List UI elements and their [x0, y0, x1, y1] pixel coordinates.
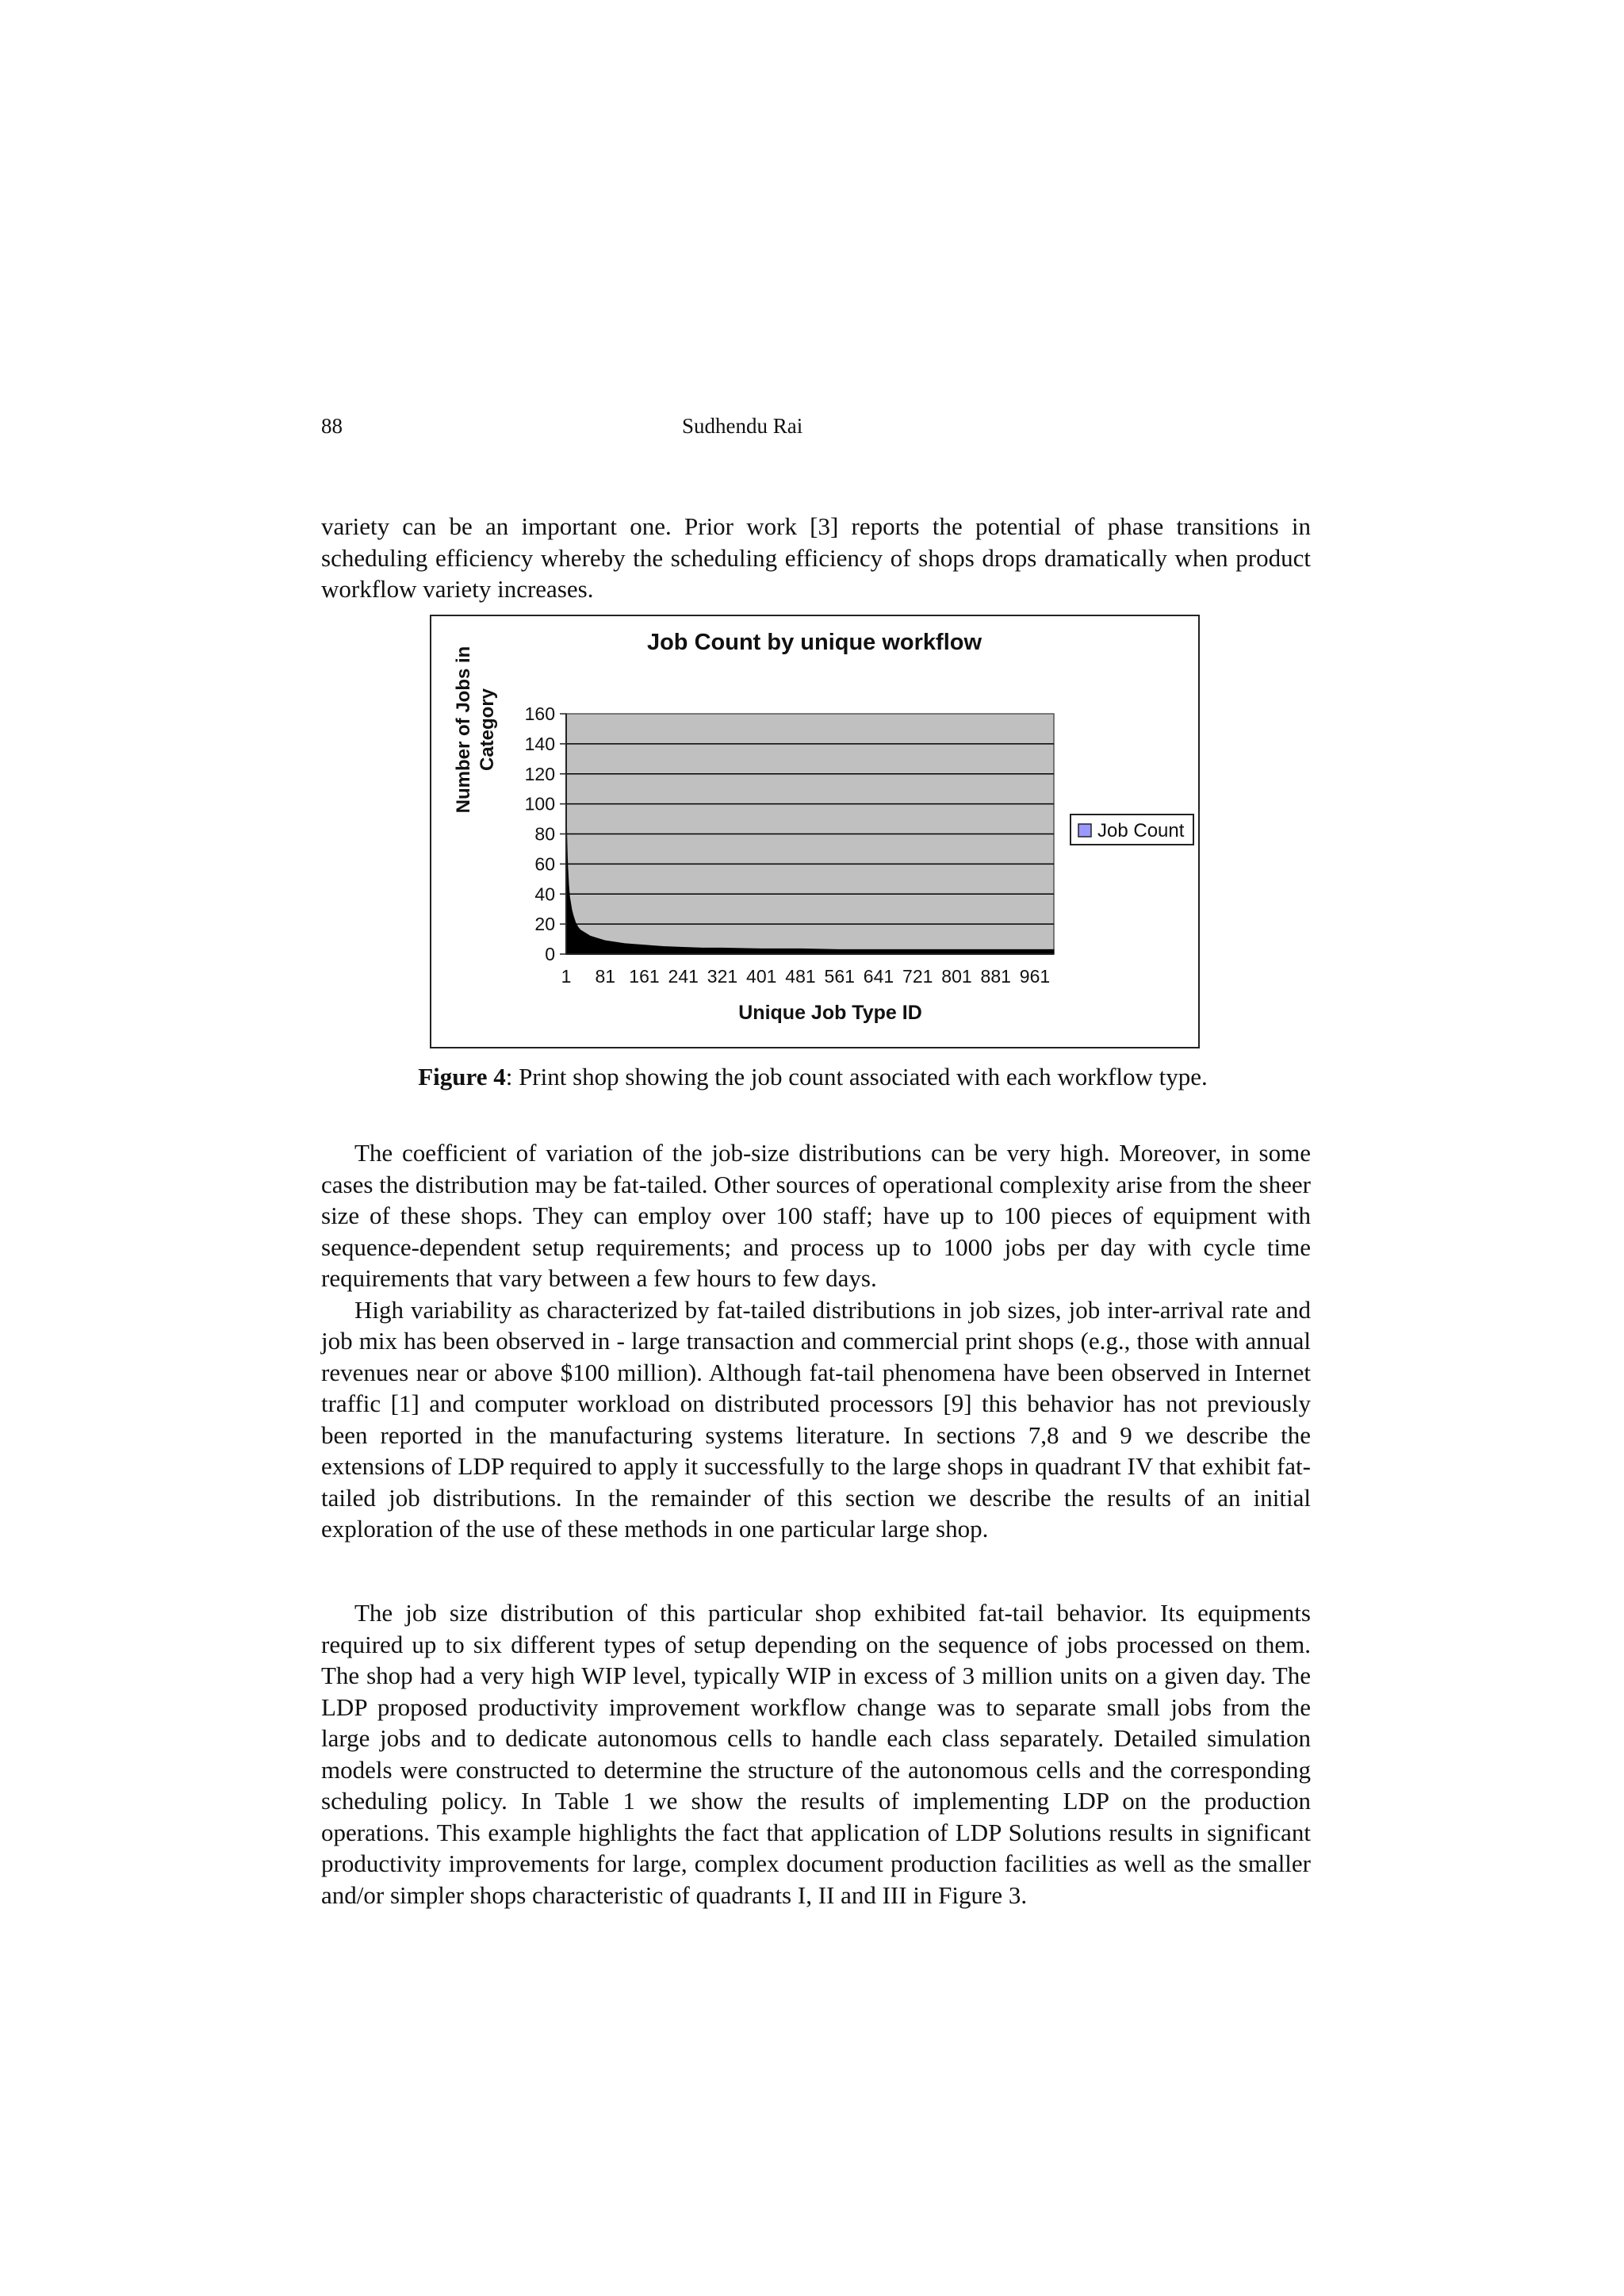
x-tick-label: 81 [595, 966, 616, 987]
x-tick-label: 721 [902, 966, 933, 987]
y-tick-label: 120 [524, 763, 555, 784]
x-axis-ticks [561, 966, 1051, 987]
body-paragraphs [321, 1137, 1311, 1545]
chart-title: Job Count by unique workflow [646, 630, 982, 655]
x-tick-label: 481 [785, 966, 816, 987]
intro-text: variety can be an important one. Prior work [3] reports the potential of phase transitions in scheduling efficiency whereby the scheduling efficiency of shops drops dramatically when product workflow variety increases. [321, 512, 1311, 603]
variability-paragraph: High variability as characterized by fat-tailed distributions in job sizes, job inter-arrival rate and job mix has been observed in - large transaction and commercial print shops (e.g., those with annual revenues near or above $100 million). Although fat-tail phenomena have been observed in Internet traffic [1] and computer workload on distributed processors [9] this behavior has not previously been reported in the manufacturing systems literature. In sections 7,8 and 9 we describe the extensions of LDP required to apply it successfully to the large shops in quadrant IV that exhibit fat-tailed job distributions. In the remainder of this section we describe the results of an initial exploration of the use of these methods in one particular large shop. [321, 1295, 1311, 1543]
x-axis-label: Unique Job Type ID [738, 1002, 922, 1024]
x-tick-label: 641 [863, 966, 894, 987]
caption-label: Figure 4 [418, 1063, 506, 1091]
legend-swatch [1078, 824, 1091, 837]
figure-caption [373, 1061, 1253, 1093]
x-tick-label: 401 [746, 966, 777, 987]
legend-entry-job-count: Job Count [1097, 820, 1185, 841]
y-axis-label-line1: Number of Jobs in [453, 646, 474, 814]
x-tick-label: 161 [629, 966, 660, 987]
x-tick-label: 561 [824, 966, 855, 987]
x-tick-label: 801 [941, 966, 972, 987]
y-axis-label-line2: Category [477, 688, 498, 772]
x-tick-label: 881 [980, 966, 1011, 987]
y-tick-label: 0 [545, 944, 555, 964]
plot-area [566, 714, 1054, 954]
page-number: 88 [321, 414, 343, 438]
x-tick-label: 241 [668, 966, 699, 987]
final-paragraph: The job size distribution of this particular shop exhibited fat-tail behavior. Its equipments required up to six different types of setup depending on the sequence of jobs processed on them. The shop had a very high WIP level, typically WIP in excess of 3 million units on a given day. The LDP proposed productivity improvement workflow change was to separate small jobs from the large jobs and to dedicate autonomous cells to handle each class separately. Detailed simulation models were constructed to determine the structure of the autonomous cells and the corresponding scheduling policy. In Table 1 we show the results of implementing LDP on the production operations. This example highlights the fact that application of LDP Solutions results in significant productivity improvements for large, complex document production facilities as well as the smaller and/or simpler shops characteristic of quadrants I, II and III in Figure 3. [321, 1599, 1311, 1909]
y-tick-label: 160 [524, 703, 555, 724]
y-tick-label: 140 [524, 733, 555, 754]
x-tick-label: 961 [1019, 966, 1051, 987]
y-tick-label: 100 [524, 793, 555, 815]
y-axis-ticks [525, 703, 566, 964]
x-tick-label: 321 [707, 966, 738, 987]
chart-svg [431, 616, 1198, 1047]
chart-legend [1071, 815, 1193, 845]
caption-text: : Print shop showing the job count associated with each workflow type. [505, 1063, 1208, 1091]
x-tick-label: 1 [561, 966, 572, 987]
y-tick-label: 80 [534, 823, 555, 845]
figure-4-chart [430, 615, 1200, 1048]
y-tick-label: 20 [534, 914, 555, 935]
y-tick-label: 60 [534, 853, 555, 875]
y-tick-label: 40 [534, 884, 555, 905]
running-head-author: Sudhendu Rai [682, 414, 803, 438]
intro-paragraph [321, 511, 1311, 605]
cov-paragraph: The coefficient of variation of the job-size distributions can be very high. Moreover, in some cases the distribution may be fat-tailed. Other sources of operational complexity arise from the sheer size of these shops. They can employ over 100 staff; have up to 100 pieces of equipment with sequence-dependent setup requirements; and process up to 1000 jobs per day with cycle time requirements that vary between a few hours to few days. [321, 1139, 1311, 1292]
final-paragraph-block [321, 1597, 1311, 1911]
